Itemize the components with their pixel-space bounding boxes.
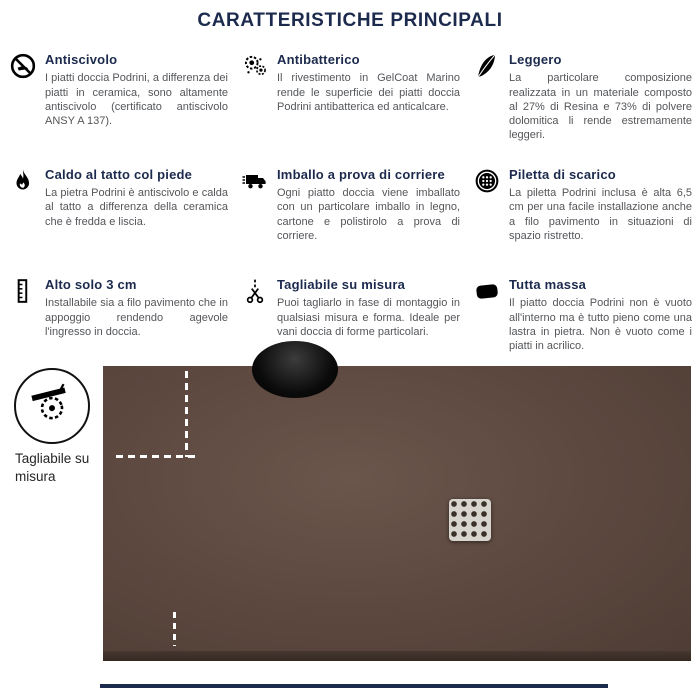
feature-text: La pietra Podrini è antiscivolo e calda al tatto a differenza della ceramica che è fredda e liscia. (45, 186, 228, 228)
feature-body (277, 52, 460, 114)
feature-text: Il rivestimento in GelCoat Marino rende le superficie dei piatti doccia Podrini antibatterica ed anticalcare. (277, 72, 460, 113)
feature-antibatterico (242, 52, 460, 143)
feature-body (509, 52, 692, 143)
badge-label: Tagliabile su misura (15, 451, 90, 484)
feature-title: Alto solo 3 cm (45, 277, 137, 293)
feature-alto-3cm (10, 277, 228, 353)
feature-text: La particolare composizione realizzata in un materiale composto al 27% di Resina e 73% di polvere dolomitica li rende estremamente leggeri. (509, 72, 692, 142)
flame-icon (10, 167, 36, 194)
feature-imballo (242, 167, 460, 243)
cut-mark-small (173, 612, 176, 646)
feature-title: Antibatterico (277, 52, 360, 67)
feature-title: Piletta di scarico (509, 166, 616, 182)
feature-text: I piatti doccia Podrini, a differenza dei piatti in ceramica, sono altamente antiscivolo (certificato antiscivolo ANSY A 137). (45, 72, 228, 128)
feature-piletta (474, 167, 692, 243)
feature-text: Installabile sia a filo pavimento che in appoggio rendendo agevole l'ingresso in doccia. (45, 297, 228, 339)
feature-body (277, 277, 460, 339)
feature-body (277, 167, 460, 243)
tray-front-edge (103, 651, 691, 661)
feather-icon (474, 52, 500, 79)
page-title: CARATTERISTICHE PRINCIPALI (197, 10, 503, 31)
black-round-object (252, 341, 338, 398)
feature-text: Ogni piatto doccia viene imballato con un particolare imballo in legno, cartone e polistirolo a prova di corriere. (277, 186, 460, 242)
antibacterial-icon (242, 52, 268, 79)
feature-title: Caldo al tatto col piede (45, 166, 193, 182)
feature-title: Imballo a prova di corriere (277, 166, 445, 182)
feature-leggero (474, 52, 692, 143)
circular-saw-icon (30, 382, 74, 431)
feature-body (45, 167, 228, 229)
ruler-icon (10, 277, 36, 304)
feature-title: Tutta massa (509, 277, 587, 293)
feature-text: La piletta Podrini inclusa è alta 6,5 cm per una facile installazione anche a filo pavimento in situazioni di spazio ristretto. (509, 186, 692, 242)
cut-to-size-badge (14, 368, 90, 444)
shower-tray-photo (103, 366, 691, 661)
truck-icon (242, 167, 268, 194)
feature-antiscivolo (10, 52, 228, 143)
bottom-divider-bar (100, 684, 608, 688)
feature-title: Leggero (509, 52, 562, 67)
drain-icon (474, 167, 500, 194)
feature-body (45, 277, 228, 339)
cut-mark-horizontal (116, 455, 196, 458)
drain-grate (449, 499, 491, 541)
feature-text: Il piatto doccia Podrini non è vuoto all'interno ma è tutto pieno come una lastra in pietra. Non è vuoto come i piatti in acrilico. (509, 297, 692, 353)
feature-caldo-al-tatto (10, 167, 228, 243)
feature-tagliabile (242, 277, 460, 353)
features-grid (10, 52, 692, 354)
no-slip-icon (10, 52, 36, 79)
feature-body (45, 52, 228, 128)
feature-text: Puoi tagliarlo in fase di montaggio in qualsiasi misura e forma. Ideale per vani doccia di forme particolari. (277, 297, 460, 339)
feature-body (509, 167, 692, 243)
feature-title: Tagliabile su misura (277, 277, 406, 293)
scissors-icon (242, 277, 268, 304)
cut-mark-vertical (185, 371, 188, 457)
feature-title: Antiscivolo (45, 52, 118, 67)
solid-slab-icon (474, 277, 500, 304)
feature-tutta-massa (474, 277, 692, 353)
feature-body (509, 277, 692, 353)
